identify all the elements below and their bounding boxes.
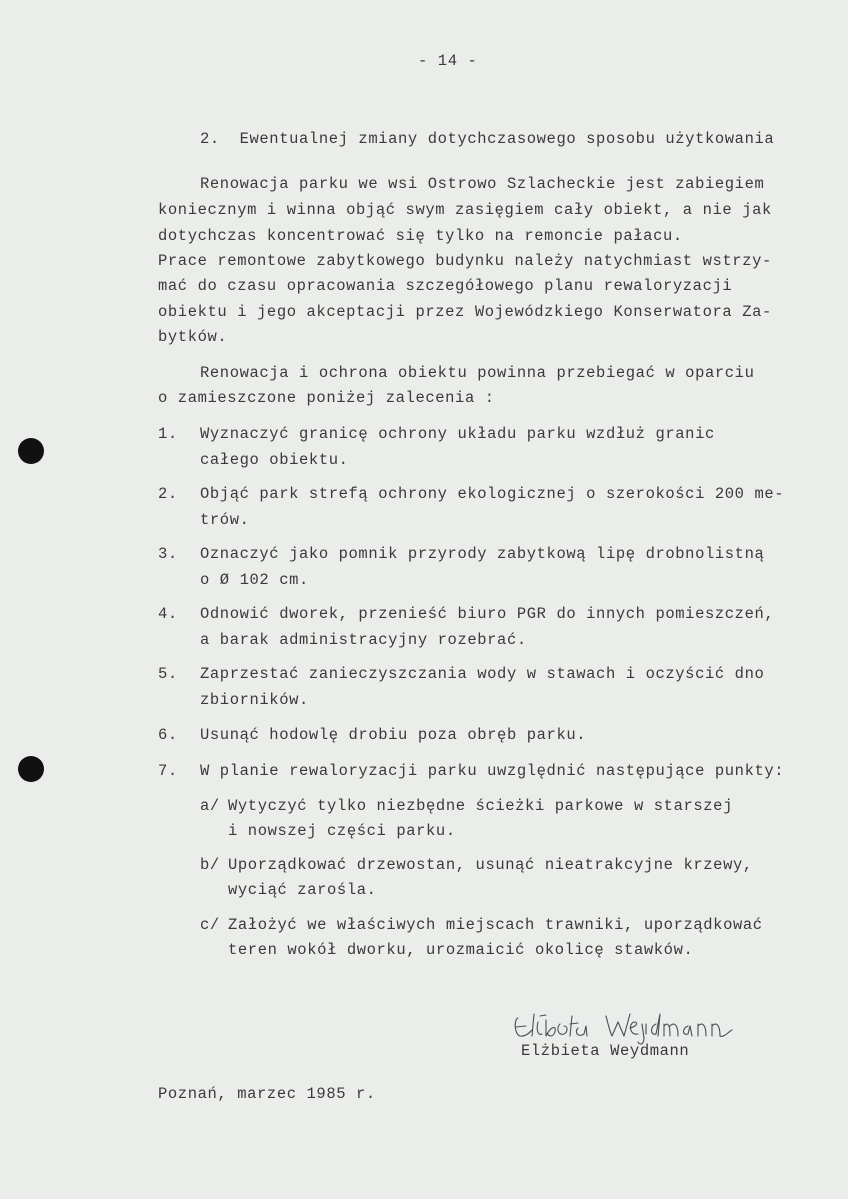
subitem-line: Założyć we właściwych miejscach trawniki, uporządkować: [228, 916, 763, 934]
intro-line: obiektu i jego akceptacji przez Wojewódzkiego Konserwatora Za-: [158, 303, 772, 321]
item-line: o Ø 102 cm.: [200, 571, 309, 589]
subitem-line: teren wokół dworku, urozmaicić okolicę stawków.: [228, 941, 694, 959]
lead-line: Renowacja i ochrona obiektu powinna przebiegać w oparciu: [200, 364, 755, 382]
punch-hole: [18, 756, 44, 782]
handwritten-signature: [512, 1010, 742, 1046]
intro-line: koniecznym i winna objąć swym zasięgiem cały obiekt, a nie jak: [158, 201, 772, 219]
intro-line: bytków.: [158, 328, 228, 346]
intro-line: Prace remontowe zabytkowego budynku należy natychmiast wstrzy-: [158, 252, 772, 270]
intro-line: mać do czasu opracowania szczegółowego planu rewaloryzacji: [158, 277, 733, 295]
item-number: 4.: [158, 605, 178, 623]
item-line: a barak administracyjny rozebrać.: [200, 631, 527, 649]
item-line: Wyznaczyć granicę ochrony układu parku wzdłuż granic: [200, 425, 715, 443]
item-line: Usunąć hodowlę drobiu poza obręb parku.: [200, 726, 587, 744]
subitem-label: b/: [200, 856, 220, 874]
subitem-label: a/: [200, 797, 220, 815]
intro-line: Renowacja parku we wsi Ostrowo Szlacheckie jest zabiegiem: [200, 175, 765, 193]
item-number: 2.: [158, 485, 178, 503]
intro-line: dotychczas koncentrować się tylko na remoncie pałacu.: [158, 227, 683, 245]
lead-line: o zamieszczone poniżej zalecenia :: [158, 389, 495, 407]
item-line: zbiorników.: [200, 691, 309, 709]
subitem-line: Uporządkować drzewostan, usunąć nieatrakcyjne krzewy,: [228, 856, 753, 874]
item-number: 7.: [158, 762, 178, 780]
item-line: Odnowić dworek, przenieść biuro PGR do innych pomieszczeń,: [200, 605, 775, 623]
signature-typed-name: Elżbieta Weydmann: [521, 1042, 690, 1060]
item-line: trów.: [200, 511, 250, 529]
item-line: W planie rewaloryzacji parku uwzględnić następujące punkty:: [200, 762, 785, 780]
item-number: 3.: [158, 545, 178, 563]
item-line: Oznaczyć jako pomnik przyrody zabytkową lipę drobnolistną: [200, 545, 765, 563]
place-and-date: Poznań, marzec 1985 r.: [158, 1085, 376, 1103]
page-number: - 14 -: [418, 52, 478, 70]
subitem-line: wyciąć zarośla.: [228, 881, 377, 899]
punch-hole: [18, 438, 44, 464]
item-number: 1.: [158, 425, 178, 443]
item-line: Zaprzestać zanieczyszczania wody w stawach i oczyścić dno: [200, 665, 765, 683]
subitem-line: Wytyczyć tylko niezbędne ścieżki parkowe w starszej: [228, 797, 733, 815]
item-line: Objąć park strefą ochrony ekologicznej o szerokości 200 me-: [200, 485, 785, 503]
item-line: całego obiektu.: [200, 451, 349, 469]
item-number: 6.: [158, 726, 178, 744]
subitem-line: i nowszej części parku.: [228, 822, 456, 840]
item-number: 5.: [158, 665, 178, 683]
section-heading: 2. Ewentualnej zmiany dotychczasowego sposobu użytkowania: [200, 130, 775, 148]
subitem-label: c/: [200, 916, 220, 934]
